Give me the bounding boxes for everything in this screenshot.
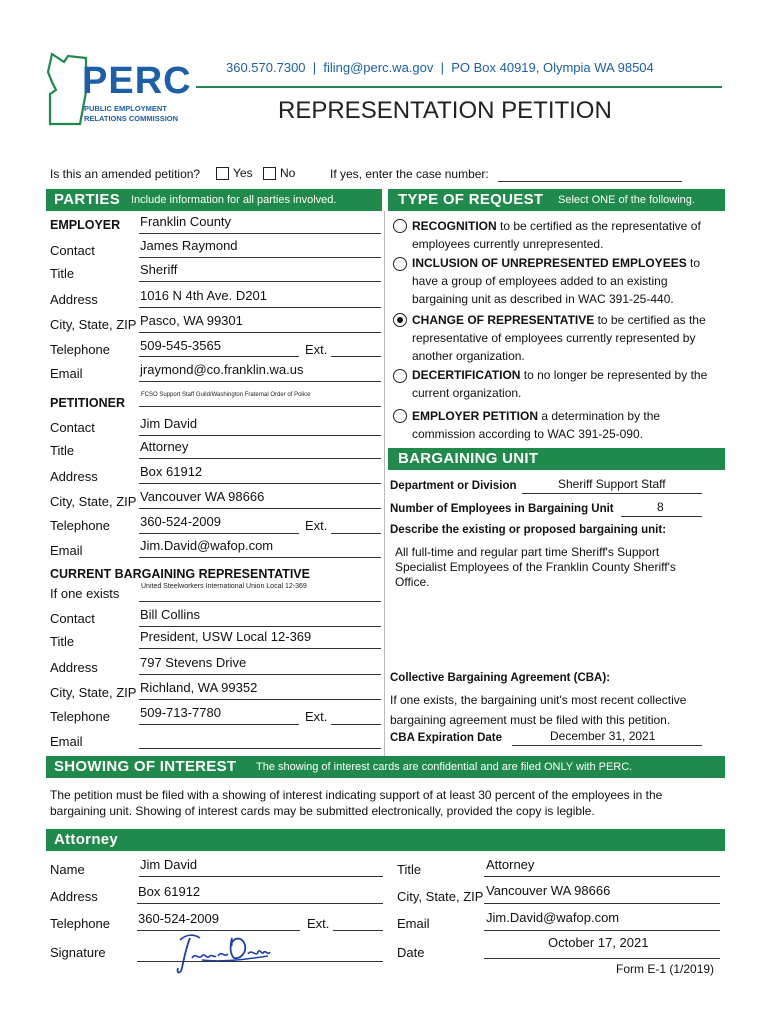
petitioner-ext-field[interactable]	[331, 533, 381, 534]
request-option-title: DECERTIFICATION	[412, 368, 521, 382]
employer-email-line	[139, 381, 381, 382]
employer-heading: EMPLOYER	[50, 218, 121, 232]
request-option-radio[interactable]	[393, 257, 407, 271]
employer-ext-field[interactable]	[331, 356, 381, 357]
petitioner-phone-line	[139, 533, 299, 534]
auth-signature-label: Signature	[50, 945, 106, 960]
auth-phone[interactable]: 360-524-2009	[138, 911, 219, 926]
interest-subtitle: The showing of interest cards are confidential and are filed ONLY with PERC.	[256, 761, 633, 773]
employer-title[interactable]: Sheriff	[140, 262, 178, 277]
employer-contact-line	[139, 257, 381, 258]
cba-label: Collective Bargaining Agreement (CBA):	[390, 672, 611, 684]
employer-csz-line	[139, 332, 381, 333]
petitioner-org[interactable]: FCSO Support Staff Guild/Washington Fraternal Order of Police	[141, 392, 311, 398]
amended-question: Is this an amended petition?	[50, 167, 201, 181]
interest-title: SHOWING OF INTEREST	[54, 758, 237, 775]
employer-contact-label: Contact	[50, 243, 95, 258]
request-subtitle: Select ONE of the following.	[558, 194, 695, 206]
unit-description[interactable]: All full-time and regular part time Sheriff's Support Specialist Employees of the Franklin County Sheriff's Office.	[395, 545, 676, 589]
petitioner-csz-line	[139, 508, 381, 509]
logo-sub-line-1: PUBLIC EMPLOYMENT	[84, 104, 167, 113]
request-option-radio[interactable]	[393, 219, 407, 233]
request-option-inclusion	[412, 254, 717, 308]
petitioner-contact-line	[139, 435, 381, 436]
current-rep-phone-line	[139, 724, 299, 725]
auth-title-line	[484, 876, 720, 877]
employer-title-label: Title	[50, 266, 75, 281]
signature-image[interactable]	[172, 930, 282, 976]
current-rep-address-line	[139, 674, 381, 675]
request-option-radio-selected[interactable]	[393, 313, 407, 327]
employer-name-line	[139, 233, 381, 234]
cba-text: If one exists, the bargaining unit's most recent collective bargaining agreement must be filed with this petition.	[390, 693, 687, 727]
count-value[interactable]: 8	[657, 500, 664, 514]
request-option-title: RECOGNITION	[412, 219, 497, 233]
petitioner-csz-label: City, State, ZIP	[50, 494, 137, 509]
request-option-recognition	[412, 217, 717, 253]
interest-text: The petition must be filed with a showing of interest indicating support of at least 30 percent of the employees in the bargaining unit. Showing of interest cards may be submitted electronically, provided the copy is legible.	[50, 788, 663, 818]
perc-logo	[46, 52, 196, 128]
employer-address-line	[139, 307, 381, 308]
current-rep-ext-field[interactable]	[331, 724, 381, 725]
employer-email-label: Email	[50, 366, 83, 381]
case-number-label: If yes, enter the case number:	[330, 167, 489, 181]
petitioner-heading: PETITIONER	[50, 396, 126, 410]
describe-label: Describe the existing or proposed bargaining unit:	[390, 524, 667, 536]
request-option-decertification	[412, 366, 717, 402]
employer-phone[interactable]: 509-545-3565	[140, 338, 221, 353]
auth-address-line	[137, 903, 383, 904]
current-rep-title-label: Title	[50, 634, 75, 649]
amended-no-label: No	[280, 166, 296, 180]
current-rep-title-line	[139, 648, 381, 649]
auth-date-line	[484, 958, 720, 959]
employer-title-line	[139, 281, 381, 282]
auth-phone-label: Telephone	[50, 916, 110, 931]
request-option-text: to be certified as the representative of employees currently represented by another organization.	[412, 313, 706, 363]
employer-phone-label: Telephone	[50, 342, 110, 357]
request-option-title: INCLUSION OF UNREPRESENTED EMPLOYEES	[412, 256, 687, 270]
current-rep-contact-label: Contact	[50, 611, 95, 626]
auth-name[interactable]: Jim David	[140, 857, 198, 872]
cba-expiration-value[interactable]: December 31, 2021	[550, 729, 656, 743]
auth-address-label: Address	[50, 889, 98, 904]
request-header	[388, 189, 725, 211]
current-rep-phone-label: Telephone	[50, 709, 110, 724]
petitioner-title-label: Title	[50, 443, 75, 458]
auth-title[interactable]: Attorney	[486, 857, 535, 872]
form-id: Form E-1 (1/2019)	[616, 962, 715, 976]
petitioner-email-label: Email	[50, 543, 83, 558]
current-rep-title[interactable]: President, USW Local 12-369	[140, 629, 312, 644]
page-title: REPRESENTATION PETITION	[278, 97, 612, 124]
petitioner-address-label: Address	[50, 469, 98, 484]
auth-date-label: Date	[397, 945, 425, 960]
request-option-radio[interactable]	[393, 409, 407, 423]
petitioner-email-line	[139, 557, 381, 558]
petitioner-csz[interactable]: Vancouver WA 98666	[140, 489, 265, 504]
auth-email-label: Email	[397, 916, 430, 931]
request-option-title: CHANGE OF REPRESENTATIVE	[412, 313, 595, 327]
dept-label: Department or Division	[390, 480, 517, 492]
petitioner-address[interactable]: Box 61912	[140, 464, 203, 479]
petitioner-title-line	[139, 458, 381, 459]
auth-csz-label: City, State, ZIP	[397, 889, 484, 904]
interest-header	[46, 756, 725, 778]
bargaining-unit-header	[388, 448, 725, 470]
auth-signature-line	[137, 961, 383, 962]
request-option-text: to have a group of employees added to an existing bargaining unit as described in WAC 391-25-440.	[412, 256, 701, 306]
current-rep-csz-label: City, State, ZIP	[50, 685, 137, 700]
amended-yes-label: Yes	[233, 166, 253, 180]
dept-value[interactable]: Sheriff Support Staff	[558, 477, 666, 491]
employer-ext-label: Ext.	[305, 342, 328, 357]
current-rep-heading: CURRENT BARGAINING REPRESENTATIVE	[50, 567, 310, 581]
count-line	[621, 516, 702, 517]
employer-phone-line	[139, 356, 299, 357]
request-option-radio[interactable]	[393, 369, 407, 383]
current-rep-org[interactable]: United Steelworkers International Union Local 12-369	[141, 583, 307, 590]
auth-email[interactable]: Jim.David@wafop.com	[486, 910, 620, 925]
current-rep-contact[interactable]: Bill Collins	[140, 607, 200, 622]
request-option-text: to no longer be represented by the current organization.	[412, 368, 708, 400]
request-title: TYPE OF REQUEST	[398, 191, 544, 208]
auth-date[interactable]: October 17, 2021	[548, 935, 649, 950]
current-rep-address[interactable]: 797 Stevens Drive	[140, 655, 247, 670]
dept-line	[522, 493, 702, 494]
current-rep-contact-line	[139, 626, 381, 627]
current-rep-ext-label: Ext.	[305, 709, 328, 724]
current-rep-address-label: Address	[50, 660, 98, 675]
current-rep-email-line	[139, 748, 381, 749]
petitioner-email[interactable]: Jim.David@wafop.com	[140, 538, 274, 553]
auth-address[interactable]: Box 61912	[138, 884, 201, 899]
request-option-employer-petition	[412, 407, 717, 443]
current-rep-org-line	[139, 601, 381, 602]
petitioner-title[interactable]: Attorney	[140, 439, 189, 454]
auth-name-line	[139, 876, 383, 877]
cba-expiration-label: CBA Expiration Date	[390, 732, 503, 744]
parties-header	[46, 189, 382, 211]
petitioner-ext-label: Ext.	[305, 518, 328, 533]
petitioner-phone[interactable]: 360-524-2009	[140, 514, 221, 529]
header-contact-line: 360.570.7300 | filing@perc.wa.gov | PO Box 40919, Olympia WA 98504	[226, 60, 654, 75]
current-rep-sub: If one exists	[50, 586, 120, 601]
cba-expiration-line	[512, 745, 702, 746]
petitioner-address-line	[139, 483, 381, 484]
petitioner-phone-label: Telephone	[50, 518, 110, 533]
current-rep-email-label: Email	[50, 734, 83, 749]
logo-sub-line-2: RELATIONS COMMISSION	[84, 114, 179, 123]
amended-no-checkbox[interactable]	[263, 167, 276, 180]
request-option-change-of-rep	[412, 311, 717, 365]
employer-contact[interactable]: James Raymond	[140, 238, 238, 253]
auth-ext-label: Ext.	[307, 916, 330, 931]
auth-title-label: Title	[397, 862, 422, 877]
logo-wordmark: PERC	[82, 60, 192, 102]
authorized-header	[46, 829, 725, 851]
employer-csz[interactable]: Pasco, WA 99301	[140, 313, 243, 328]
case-number-field[interactable]	[498, 181, 682, 182]
request-option-title: EMPLOYER PETITION	[412, 409, 539, 423]
request-option-text: a determination by the commission according to WAC 391-25-090.	[412, 409, 661, 441]
employer-csz-label: City, State, ZIP	[50, 317, 137, 332]
employer-email[interactable]: jraymond@co.franklin.wa.us	[140, 362, 304, 377]
auth-csz-line	[484, 903, 720, 904]
auth-csz[interactable]: Vancouver WA 98666	[486, 883, 611, 898]
auth-email-line	[484, 930, 720, 931]
bargaining-unit-title: BARGAINING UNIT	[398, 450, 539, 467]
employer-address-label: Address	[50, 292, 98, 307]
amended-yes-checkbox[interactable]	[216, 167, 229, 180]
current-rep-phone[interactable]: 509-713-7780	[140, 705, 221, 720]
petitioner-contact-label: Contact	[50, 420, 95, 435]
auth-ext-field[interactable]	[333, 930, 383, 931]
parties-title: PARTIES	[54, 191, 120, 208]
parties-subtitle: Include information for all parties involved.	[131, 194, 337, 206]
header-rule	[196, 86, 722, 88]
current-rep-csz[interactable]: Richland, WA 99352	[140, 680, 258, 695]
petitioner-contact[interactable]: Jim David	[140, 416, 198, 431]
employer-address[interactable]: 1016 N 4th Ave. D201	[140, 288, 267, 303]
current-rep-csz-line	[139, 699, 381, 700]
request-option-text: to be certified as the representative of employees currently unrepresented.	[412, 219, 701, 251]
petitioner-org-line	[139, 406, 381, 407]
auth-name-label: Name	[50, 862, 85, 877]
count-label: Number of Employees in Bargaining Unit	[390, 503, 614, 515]
employer-name[interactable]: Franklin County	[140, 214, 232, 229]
authorized-title: Attorney	[54, 831, 119, 848]
column-divider	[384, 211, 385, 756]
